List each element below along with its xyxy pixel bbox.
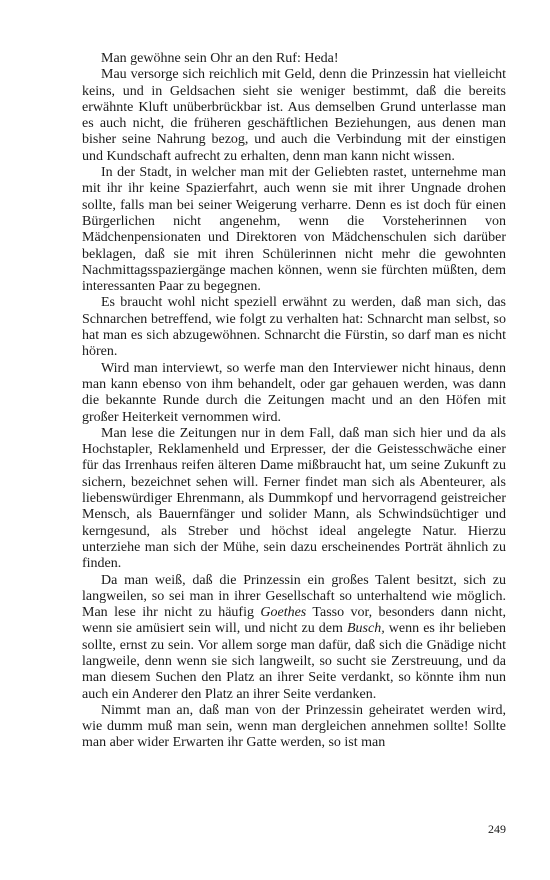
paragraph-text: In der Stadt, in welcher man mit der Geliebten rastet, unternehme man mit ihr ihr keine Spazierfahrt, auch wenn sie mit ihrer Ungnade drohen sollte, falls man bei seiner Weigerung verharre. Denn es ist doch für einen Bürgerlichen nicht angenehm, wenn die Vorsteherinnen von Mädchenpensionaten und Direktoren von Mädchenschulen sich darüber beklagen, daß sie mit ihren Schülerinnen nicht mehr die gewohnten Nachmittagsspaziergänge machen können, wenn sie fürchten müßten, dem interessanten Paar zu begegnen. <box>82 165 506 295</box>
paragraph <box>82 51 506 67</box>
paragraph-text: wenn es ihr belieben sollte, ernst zu sein. Vor allem sorge man dafür, daß sich die Gnädige nicht langweile, denn wenn sie sich langweilt, so sucht sie Zerstreuung, und da man diesem Suchen den Platz an ihrer Seite verdankt, so könnte ihm nun auch ein Anderer den Platz an ihrer Seite verdanken. <box>82 621 506 702</box>
emphasized-text: Goethes <box>260 605 307 621</box>
paragraph-text: Es braucht wohl nicht speziell erwähnt zu werden, daß man sich, das Schnarchen betreffend, wie folgt zu verhalten hat: Schnarcht man selbst, so hat man es sich abzugewöhnen. Schnarcht die Fürstin, so darf man es nicht hören. <box>82 295 506 360</box>
text-column <box>82 51 506 752</box>
emphasized-text: Busch, <box>346 621 385 637</box>
paragraph-text: Man lese die Zeitungen nur in dem Fall, daß man sich hier und da als Hochstapler, Reklamenheld und Erpresser, der die Geistesschwäche einer für das Irrenhaus reifen älteren Dame mißbraucht hat, um seine Zukunft zu sichern, bezeichnet sehen will. Ferner findet man sich als Abenteurer, als liebenswürdiger Ehrenmann, als Dummkopf und hervorragend geistreicher Mensch, als Bauernfänger und solider Mann, als Schwindsüchtiger und kerngesund, als Streber und höchst ideal angelegte Natur. Hierzu unterziehe man sich der Mühe, sein dazu erscheinendes Porträt ähnlich zu finden. <box>82 425 506 572</box>
paragraph <box>82 67 506 165</box>
page-body <box>82 51 506 752</box>
paragraph <box>82 703 506 752</box>
paragraph-text: Mau versorge sich reichlich mit Geld, denn die Prinzessin hat vielleicht keins, und in Geldsachen sieht sie weniger bestimmt, daß die bereits erwähnte Kluft unüberbrückbar ist. Aus demselben Grund unterlasse man es auch nicht, die früheren geschäftlichen Beziehungen, aus denen man bisher seine Nahrung bezog, und auch die Verbindung mit der einstigen und Kundschaft aufrecht zu erhalten, denn man kann nicht wissen. <box>82 67 506 164</box>
paragraph <box>82 426 506 573</box>
paragraph-text: Man gewöhne sein Ohr an den Ruf: Heda! <box>101 51 339 66</box>
paragraph <box>82 573 506 703</box>
paragraph-text: Da man weiß, daß die Prinzessin ein großes Talent besitzt, sich zu langweilen, so sei man in ihrer Gesellschaft so unterhaltend wie möglich. Man lese ihr nicht zu häufig <box>82 572 506 621</box>
page-number: 249 <box>488 822 506 836</box>
paragraph <box>82 295 506 360</box>
paragraph <box>82 165 506 295</box>
paragraph-text: Nimmt man an, daß man von der Prinzessin geheiratet werden wird, wie dumm muß man sein, wenn man dergleichen annehmen sollte! Sollte man aber wider Erwarten ihr Gatte werden, so ist man <box>82 702 506 751</box>
paragraph <box>82 361 506 426</box>
paragraph-text: Tasso vor, besonders dann nicht, wenn sie amüsiert sein will, und nicht zu dem <box>82 605 507 637</box>
paragraph-text: Wird man interviewt, so werfe man den Interviewer nicht hinaus, denn man kann ebenso von ihm behandelt, oder gar gehauen werden, was dann die bekannte Runde durch die Zeitungen macht und an den Höfen mit großer Heiterkeit vernommen wird. <box>82 360 506 425</box>
